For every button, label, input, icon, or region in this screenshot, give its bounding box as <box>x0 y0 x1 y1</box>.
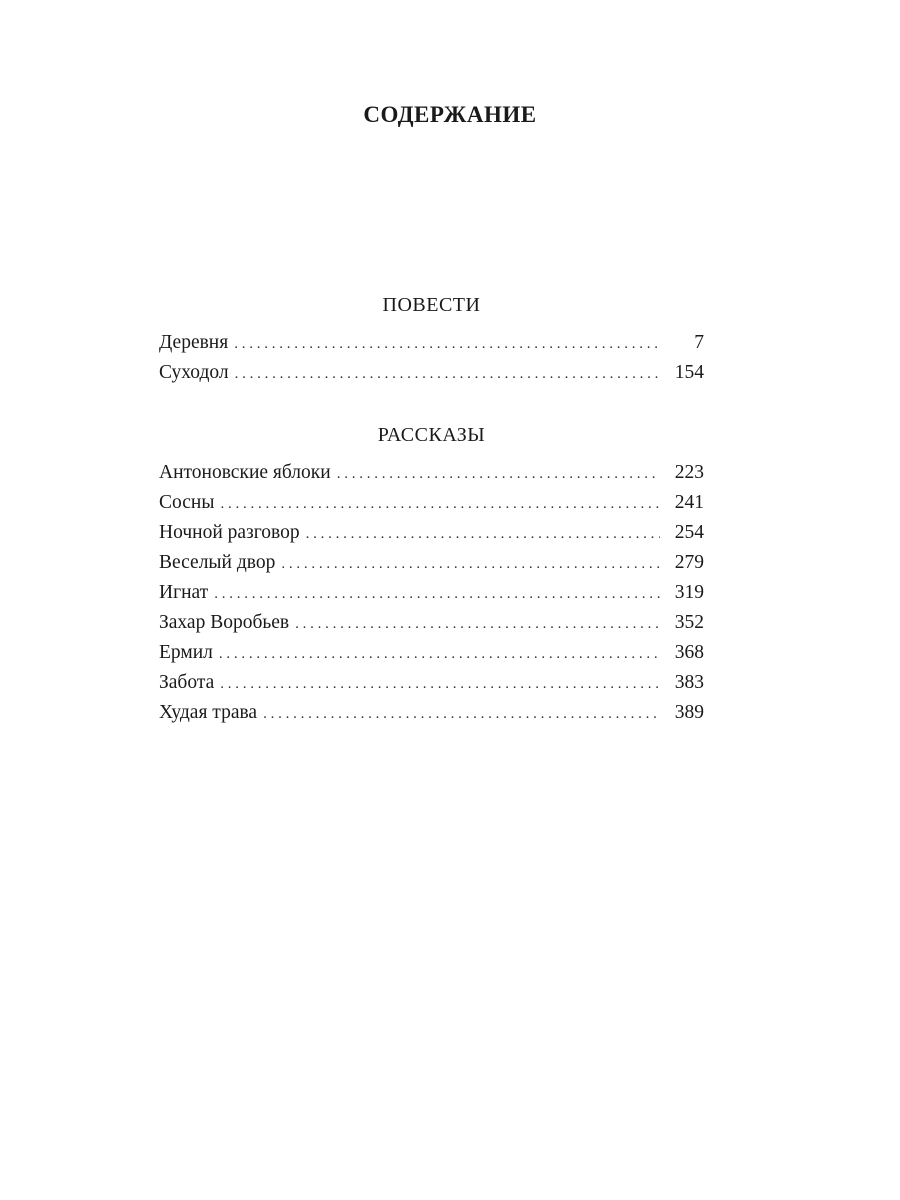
dot-leader <box>306 519 660 549</box>
toc-entry-title: Худая трава <box>159 702 258 723</box>
toc-entry <box>159 698 704 728</box>
toc-entry-page: 383 <box>674 672 704 693</box>
toc-entry <box>159 358 704 388</box>
dot-leader <box>220 669 660 699</box>
toc-entry-page: 154 <box>674 362 704 383</box>
toc-entry-title: Суходол <box>159 362 229 383</box>
dot-leader <box>235 359 660 389</box>
toc-entry <box>159 458 704 488</box>
toc-entry-page: 241 <box>674 492 704 513</box>
dot-leader <box>234 329 660 359</box>
toc-entry <box>159 548 704 578</box>
toc-entry-title: Антоновские яблоки <box>159 462 331 483</box>
toc-entry-page: 254 <box>674 522 704 543</box>
toc-entry-title: Деревня <box>159 332 229 353</box>
toc-entry-title: Ермил <box>159 642 213 663</box>
dot-leader <box>220 489 660 519</box>
toc-entry <box>159 608 704 638</box>
section-heading-povesti: ПОВЕСТИ <box>382 294 481 316</box>
toc-entry <box>159 488 704 518</box>
toc-entry <box>159 668 704 698</box>
toc-entry-page: 223 <box>674 462 704 483</box>
toc-entry-page: 368 <box>674 642 704 663</box>
toc-entry-title: Игнат <box>159 582 209 603</box>
toc-entry-page: 279 <box>674 552 704 573</box>
toc-entry <box>159 518 704 548</box>
dot-leader <box>281 549 660 579</box>
dot-leader <box>337 459 660 489</box>
toc-entry <box>159 638 704 668</box>
toc-entry-title: Ночной разговор <box>159 522 300 543</box>
toc-entry-page: 352 <box>674 612 704 633</box>
toc-entry <box>159 578 704 608</box>
dot-leader <box>214 579 660 609</box>
toc-entry-title: Веселый двор <box>159 552 276 573</box>
section-heading-rasskazy: РАССКАЗЫ <box>377 424 486 446</box>
toc-entry-title: Сосны <box>159 492 215 513</box>
toc-entry-title: Захар Воробьев <box>159 612 290 633</box>
page-title: СОДЕРЖАНИЕ <box>363 102 537 127</box>
dot-leader <box>219 639 660 669</box>
toc-entry-page: 389 <box>674 702 704 723</box>
dot-leader <box>263 699 660 729</box>
dot-leader <box>295 609 660 639</box>
toc-entry-page: 319 <box>674 582 704 603</box>
toc-entry-title: Забота <box>159 672 215 693</box>
toc-entry <box>159 328 704 358</box>
toc-entry-page: 7 <box>694 332 704 353</box>
table-of-contents <box>159 290 704 728</box>
